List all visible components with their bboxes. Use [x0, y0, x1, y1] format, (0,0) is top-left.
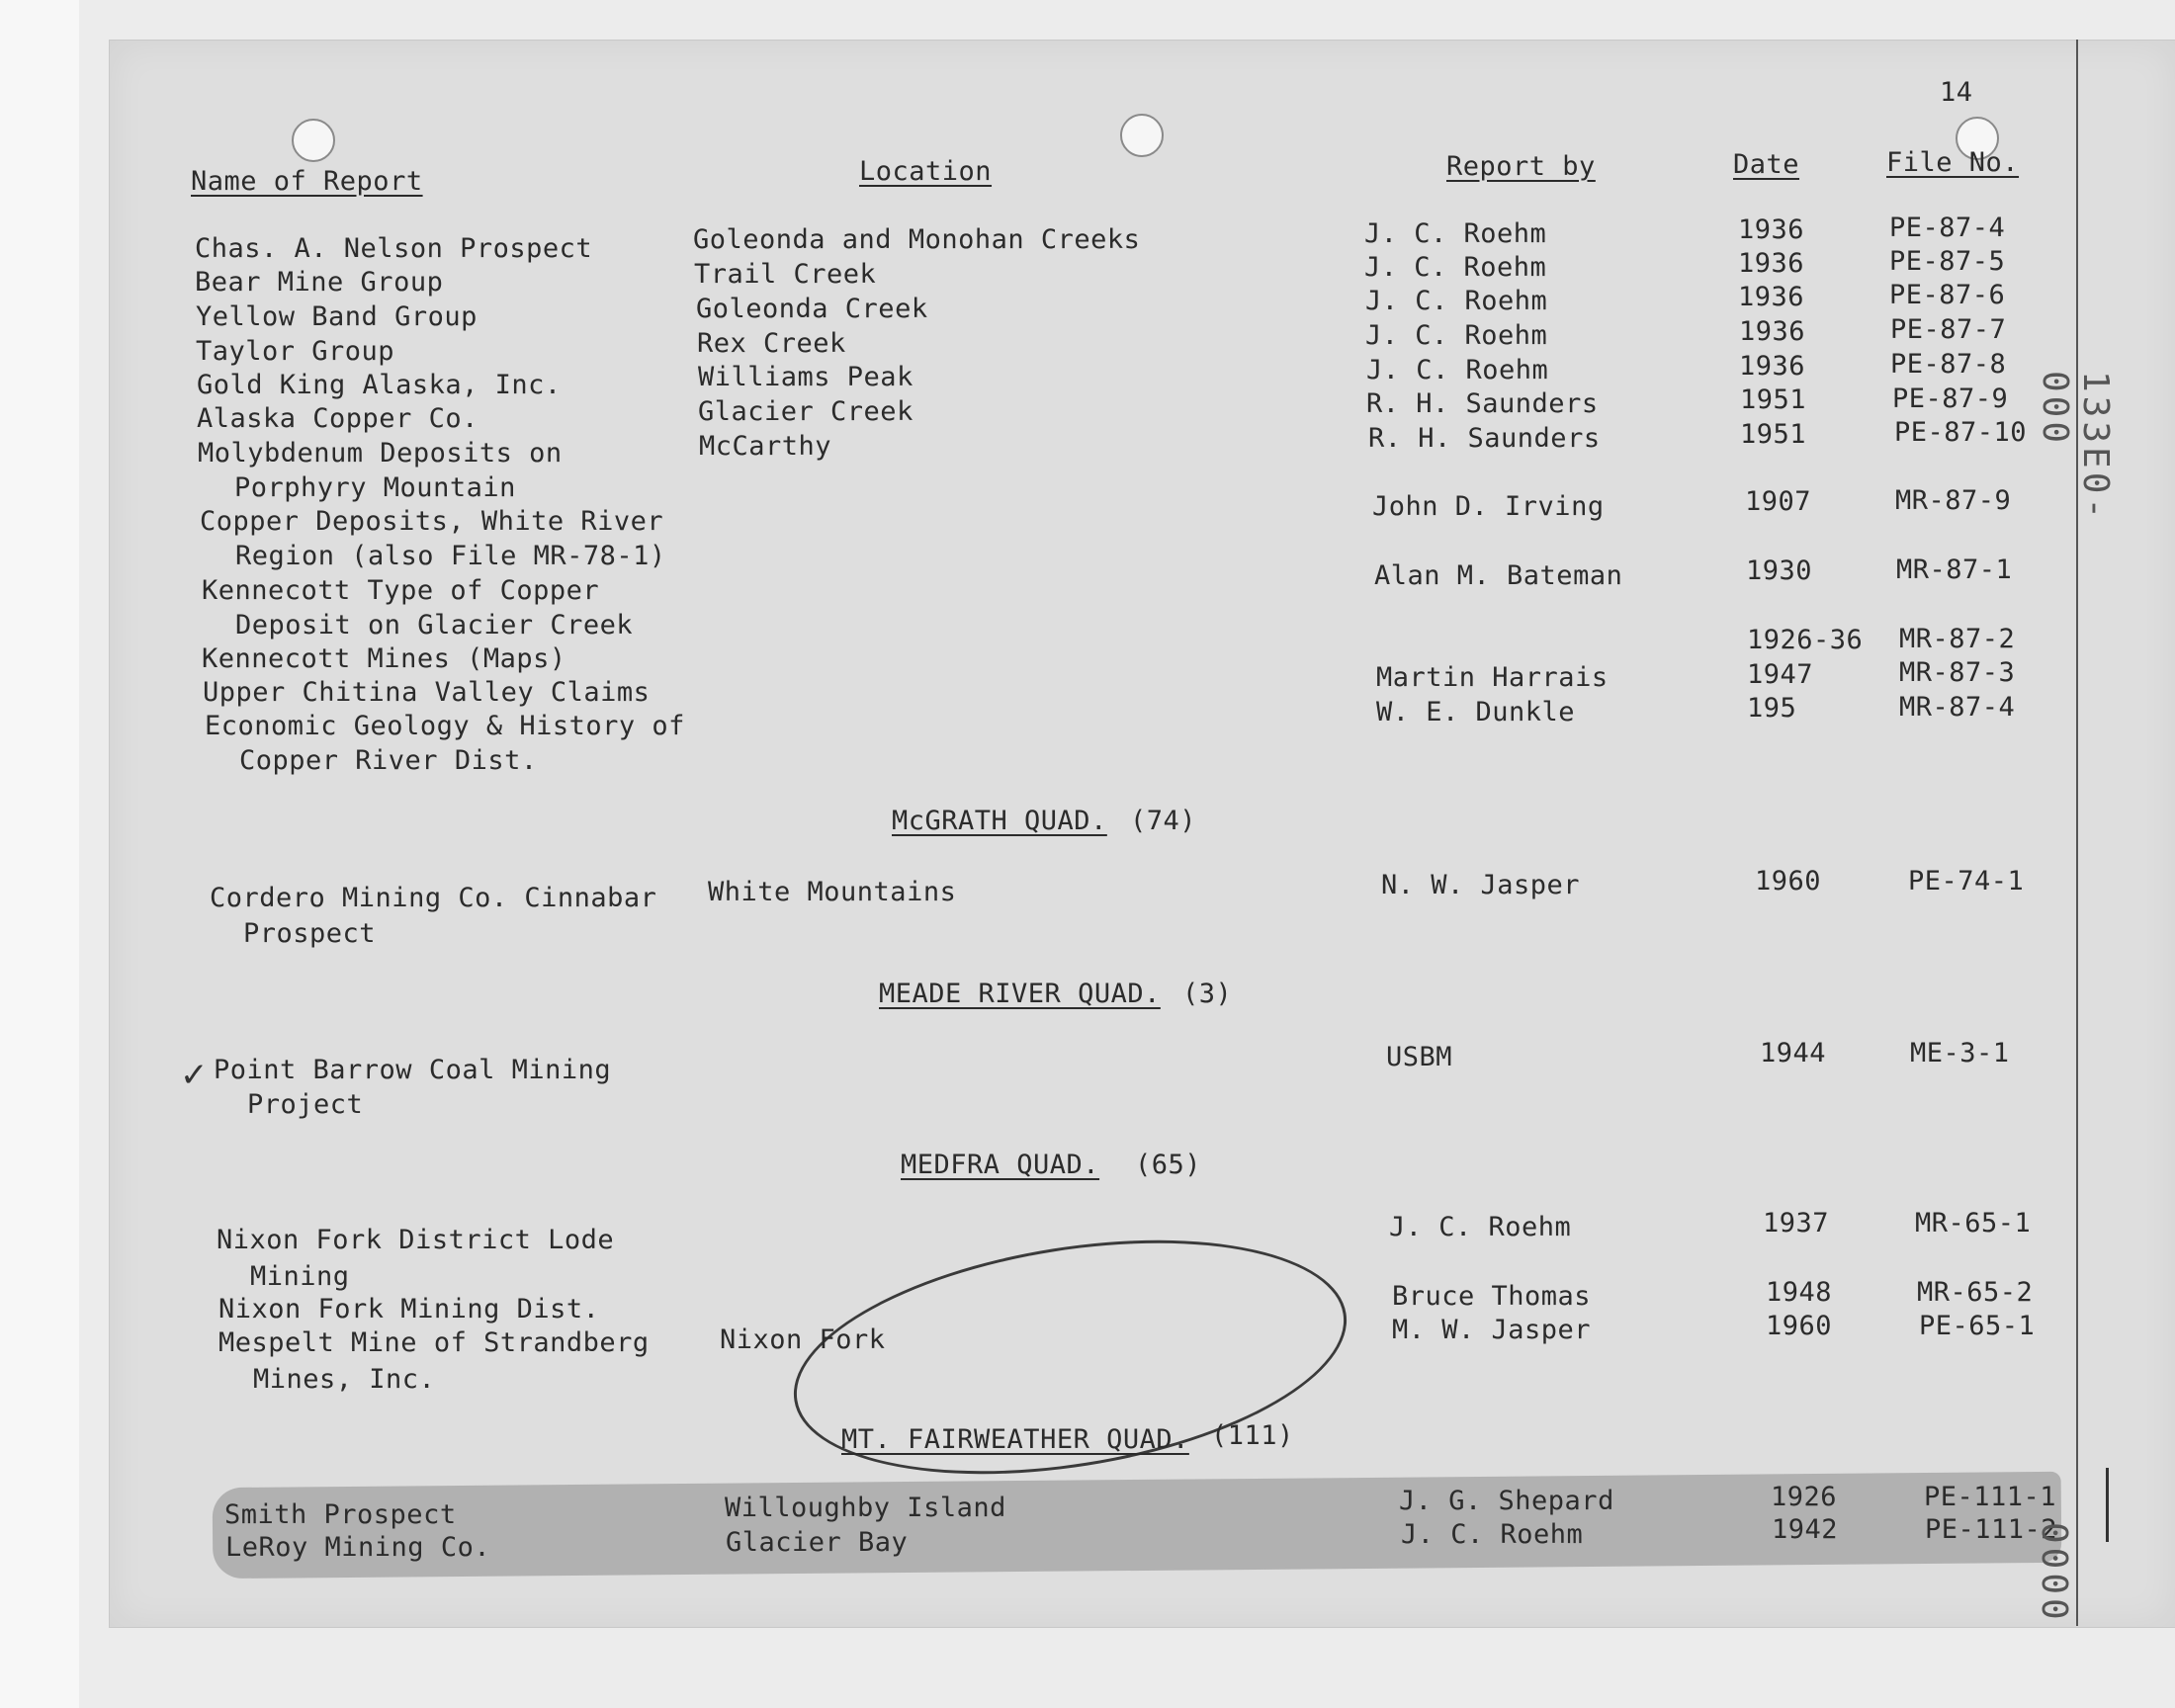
row-date: 1951	[1740, 384, 1807, 415]
row-file: PE-87-6	[1889, 280, 2006, 310]
row-name: Gold King Alaska, Inc.	[197, 370, 562, 400]
check-mark-icon: ✓	[180, 1056, 209, 1095]
row-name: Point Barrow Coal Mining	[214, 1055, 612, 1085]
row-date: 1936	[1738, 282, 1805, 312]
punch-hole-left	[292, 119, 335, 162]
row-file: MR-87-4	[1899, 692, 2016, 723]
row-name: Kennecott Mines (Maps)	[202, 643, 566, 674]
row-file: MR-87-2	[1899, 624, 2016, 654]
section-number-mt-fairweather: (111)	[1211, 1420, 1294, 1451]
row-name: Copper Deposits, White River	[200, 506, 664, 537]
row-name: Smith Prospect	[224, 1499, 457, 1530]
row-report-by: Alan M. Bateman	[1374, 560, 1623, 591]
row-report-by: J. C. Roehm	[1364, 218, 1547, 249]
row-name: Molybdenum Deposits on	[198, 438, 563, 469]
section-title-mcgrath: McGRATH QUAD.	[892, 806, 1107, 836]
row-file: PE-111-2	[1925, 1514, 2058, 1545]
header-date: Date	[1733, 149, 1800, 180]
section-title-medfra: MEDFRA QUAD.	[901, 1150, 1100, 1180]
row-file: ME-3-1	[1910, 1038, 2010, 1068]
row-report-by: J. G. Shepard	[1399, 1486, 1614, 1516]
row-report-by: J. C. Roehm	[1389, 1212, 1572, 1242]
row-report-by: J. C. Roehm	[1366, 355, 1549, 385]
row-location: White Mountains	[708, 877, 957, 907]
section-title-mt-fairweather: MT. FAIRWEATHER QUAD.	[841, 1424, 1189, 1455]
row-date: 1951	[1740, 419, 1807, 450]
row-date: 1948	[1766, 1277, 1833, 1308]
row-date: 1936	[1739, 316, 1806, 347]
margin-stamp-lower: 0000	[2034, 1522, 2074, 1624]
row-date: 1942	[1772, 1514, 1839, 1545]
row-report-by: J. C. Roehm	[1401, 1519, 1584, 1550]
row-file: PE-87-4	[1889, 213, 2006, 243]
row-file: PE-87-5	[1889, 246, 2006, 277]
row-location: Williams Peak	[698, 362, 914, 392]
row-name-continued: Prospect	[243, 918, 377, 949]
row-report-by: N. W. Jasper	[1381, 870, 1581, 900]
row-name-continued: Mines, Inc.	[253, 1364, 436, 1395]
row-location: Willoughby Island	[725, 1493, 1006, 1523]
row-report-by: John D. Irving	[1372, 491, 1605, 522]
row-report-by: R. H. Saunders	[1368, 423, 1601, 454]
row-date: 1926	[1771, 1482, 1838, 1512]
row-report-by: J. C. Roehm	[1365, 320, 1548, 351]
row-name: Kennecott Type of Copper	[202, 575, 600, 606]
row-name-continued: Deposit on Glacier Creek	[235, 610, 634, 640]
row-file: PE-87-7	[1890, 314, 2007, 345]
punch-hole-middle	[1120, 114, 1164, 157]
row-date: 1960	[1766, 1311, 1833, 1341]
row-name: LeRoy Mining Co.	[225, 1532, 491, 1563]
row-name: Economic Geology & History of	[205, 711, 685, 741]
page-number: 14	[1940, 77, 1973, 108]
row-date: 1947	[1747, 659, 1814, 690]
row-date: 1907	[1745, 486, 1812, 517]
section-number-meade-river: (3)	[1182, 979, 1233, 1009]
row-name: Cordero Mining Co. Cinnabar	[210, 883, 657, 913]
row-date: 1926-36	[1747, 625, 1864, 655]
row-report-by: USBM	[1386, 1042, 1453, 1072]
row-name: Taylor Group	[196, 336, 395, 367]
row-date: 1960	[1755, 866, 1822, 897]
row-file: PE-74-1	[1908, 866, 2025, 897]
row-file: MR-87-3	[1899, 657, 2016, 688]
row-date: 1937	[1763, 1208, 1830, 1238]
row-file: MR-87-9	[1895, 485, 2012, 516]
row-file: MR-87-1	[1896, 555, 2013, 585]
row-name: Bear Mine Group	[195, 267, 444, 298]
row-file: MR-65-2	[1917, 1277, 2034, 1308]
row-file: PE-87-8	[1890, 349, 2007, 380]
row-name-continued: Porphyry Mountain	[234, 472, 516, 503]
row-file: MR-65-1	[1915, 1208, 2032, 1238]
row-report-by: J. C. Roehm	[1365, 286, 1548, 316]
row-name: Nixon Fork Mining Dist.	[218, 1294, 600, 1324]
row-file: PE-111-1	[1924, 1482, 2057, 1512]
row-report-by: R. H. Saunders	[1366, 388, 1599, 419]
row-name: Mespelt Mine of Strandberg	[218, 1327, 650, 1358]
row-date: 1930	[1746, 555, 1813, 586]
header-location: Location	[859, 156, 993, 187]
row-name: Alaska Copper Co.	[197, 403, 478, 434]
row-location: Goleonda and Monohan Creeks	[693, 224, 1141, 255]
row-name: Chas. A. Nelson Prospect	[195, 233, 593, 264]
row-location: Nixon Fork	[720, 1324, 886, 1355]
row-report-by: W. E. Dunkle	[1376, 697, 1576, 727]
row-name: Upper Chitina Valley Claims	[203, 677, 651, 708]
row-name-continued: Project	[247, 1089, 364, 1120]
row-report-by: M. W. Jasper	[1392, 1315, 1592, 1345]
margin-stamp-upper: 133E0-000	[2035, 371, 2116, 524]
section-title-meade-river: MEADE RIVER QUAD.	[879, 979, 1161, 1009]
row-location: McCarthy	[699, 431, 832, 462]
row-name-continued: Copper River Dist.	[239, 745, 538, 776]
row-name: Yellow Band Group	[196, 301, 478, 332]
row-name-continued: Region (also File MR-78-1)	[235, 541, 666, 571]
pen-bracket-mark	[2094, 1468, 2109, 1542]
header-name: Name of Report	[191, 166, 423, 197]
row-location: Glacier Creek	[698, 396, 914, 427]
row-report-by: Bruce Thomas	[1392, 1281, 1592, 1312]
row-date: 195	[1747, 693, 1797, 724]
row-name-continued: Mining	[250, 1261, 350, 1292]
row-file: PE-87-10	[1894, 417, 2028, 448]
row-date: 1944	[1760, 1038, 1827, 1068]
page-edge-line	[2076, 40, 2078, 1626]
row-name: Nixon Fork District Lode	[217, 1225, 615, 1255]
row-location: Rex Creek	[697, 328, 846, 359]
row-report-by: J. C. Roehm	[1364, 252, 1547, 283]
header-file-no: File No.	[1886, 147, 2020, 178]
row-location: Trail Creek	[694, 259, 877, 290]
header-report-by: Report by	[1446, 151, 1596, 182]
row-report-by: Martin Harrais	[1376, 662, 1609, 693]
row-location: Goleonda Creek	[696, 294, 928, 324]
section-number-medfra: (65)	[1135, 1150, 1202, 1180]
row-location: Glacier Bay	[726, 1527, 909, 1558]
row-date: 1936	[1738, 248, 1805, 279]
row-file: PE-87-9	[1892, 384, 2009, 414]
row-date: 1936	[1738, 214, 1805, 245]
row-file: PE-65-1	[1919, 1311, 2036, 1341]
scanner-margin	[0, 0, 79, 1708]
row-date: 1936	[1739, 351, 1806, 382]
section-number-mcgrath: (74)	[1130, 806, 1197, 836]
